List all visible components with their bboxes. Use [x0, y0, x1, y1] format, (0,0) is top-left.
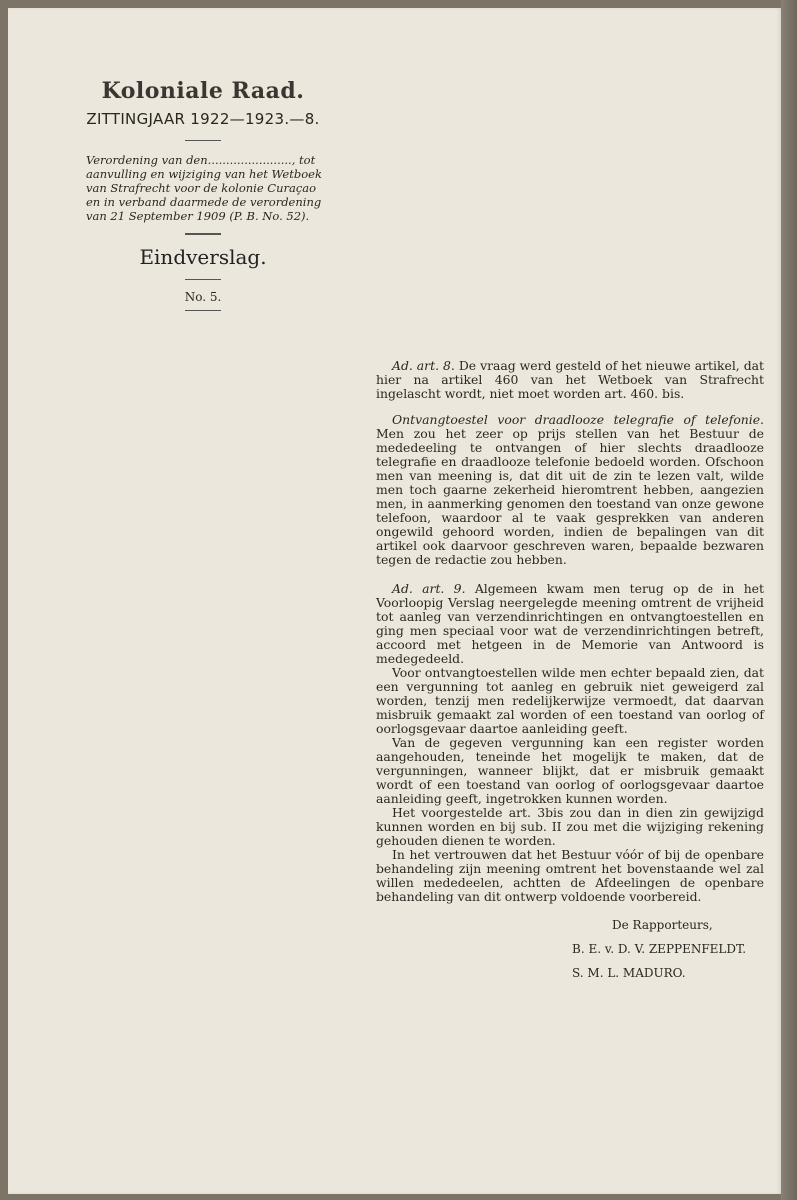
- rapporteur-name: B. E. v. D. V. ZEPPENFELDT.: [572, 942, 747, 956]
- paragraph-text: Algemeen kwam men terug op de in het Voorloopig Verslag neergelegde meening omtrent de vrijheid tot aanleg van verzendinrichtingen en ontvangtoestellen en ging men speciaal voor wat de verzendinrichtingen betreft, accoord met hetgeen in de Memorie van Antwoord is medegedeeld.: [376, 581, 764, 666]
- rapporteur-name: S. M. L. MADURO.: [572, 966, 686, 980]
- paragraph-lead: Ontvangtoestel voor draadlooze telegrafie of telefonie.: [392, 412, 764, 427]
- document-header: [68, 78, 338, 323]
- divider: [185, 310, 221, 311]
- paragraph-ontvangtoestel: [376, 413, 764, 567]
- report-body: [376, 359, 764, 990]
- paragraph-conclusion: In het vertrouwen dat het Bestuur vóór of bij de openbare behandeling zijn meening omtrent het bovenstaande wel zal willen mededeelen, achtten de Afdeelingen de openbare behandeling van dit ontwerp voldoende voorbereid.: [376, 847, 764, 904]
- session-year: ZITTINGJAAR 1922—1923.—8.: [86, 110, 320, 128]
- paragraph-art-9: [376, 582, 764, 666]
- paragraph-art-3bis: Het voorgestelde art. 3bis zou dan in dien zin gewijzigd kunnen worden en bij sub. II zou met die wijziging rekening gehouden dienen te worden.: [376, 805, 764, 848]
- document-page: [8, 8, 781, 1194]
- report-title: Eindverslag.: [139, 245, 267, 269]
- divider: [185, 140, 221, 141]
- divider: [185, 233, 221, 235]
- page-edge: [781, 0, 797, 1200]
- council-title: Koloniale Raad.: [101, 78, 305, 104]
- paragraph-text: Men zou het zeer op prijs stellen van het Bestuur de mededeeling te ontvangen of hier slechts draadlooze telegrafie en draadlooze telefonie bedoeld worden. Ofschoon men van meening is, dat dit uit de zin te lezen valt, wilde men toch gaarne zekerheid hieromtrent hebben, aangezien men, in aanmerking genomen den toestand van onze gewone telefoon, waardoor al te vaak gesprekken van anderen ongewild gehoord worden, indien de bepalingen van dit artikel ook daarvoor geschreven waren, bepaalde bezwaren tegen de redactie zou hebben.: [376, 426, 764, 567]
- paragraph-art-8: [376, 359, 764, 401]
- rapporteurs-label: De Rapporteurs,: [612, 918, 713, 932]
- ordinance-description: Verordening van den......................., tot aanvulling en wijziging van het Wetboek van Strafrecht voor de kolonie Curaçao en in verband daarmede de verordening van 21 September 1909 (P. B. No. 52).: [86, 153, 322, 223]
- report-number: No. 5.: [184, 290, 222, 304]
- paragraph-register: Van de gegeven vergunning kan een register worden aangehouden, teneinde het mogelijk te maken, dat de vergunningen, wanneer blijkt, dat er misbruik gemaakt wordt of een toestand van oorlog of oorlogsgevaar daartoe aanleiding geeft, ingetrokken kunnen worden.: [376, 735, 764, 806]
- signatures: [376, 918, 764, 981]
- paragraph-ontvangtoestellen: Voor ontvangtoestellen wilde men echter bepaald zien, dat een vergunning tot aanleg en gebruik niet geweigerd zal worden, tenzij men redelijkerwijze vermoedt, dat daarvan misbruik gemaakt zal worden of een toestand van oorlog of oorlogsgevaar daartoe aanleiding geeft.: [376, 665, 764, 736]
- paragraph-lead: Ad. art. 9.: [392, 581, 466, 596]
- paragraph-lead: Ad. art. 8.: [392, 358, 455, 373]
- divider: [185, 279, 221, 280]
- paragraph-text: De vraag werd gesteld of het nieuwe artikel, dat hier na artikel 460 van het Wetboek van Strafrecht ingelascht wordt, niet moet worden art. 460. bis.: [376, 358, 765, 401]
